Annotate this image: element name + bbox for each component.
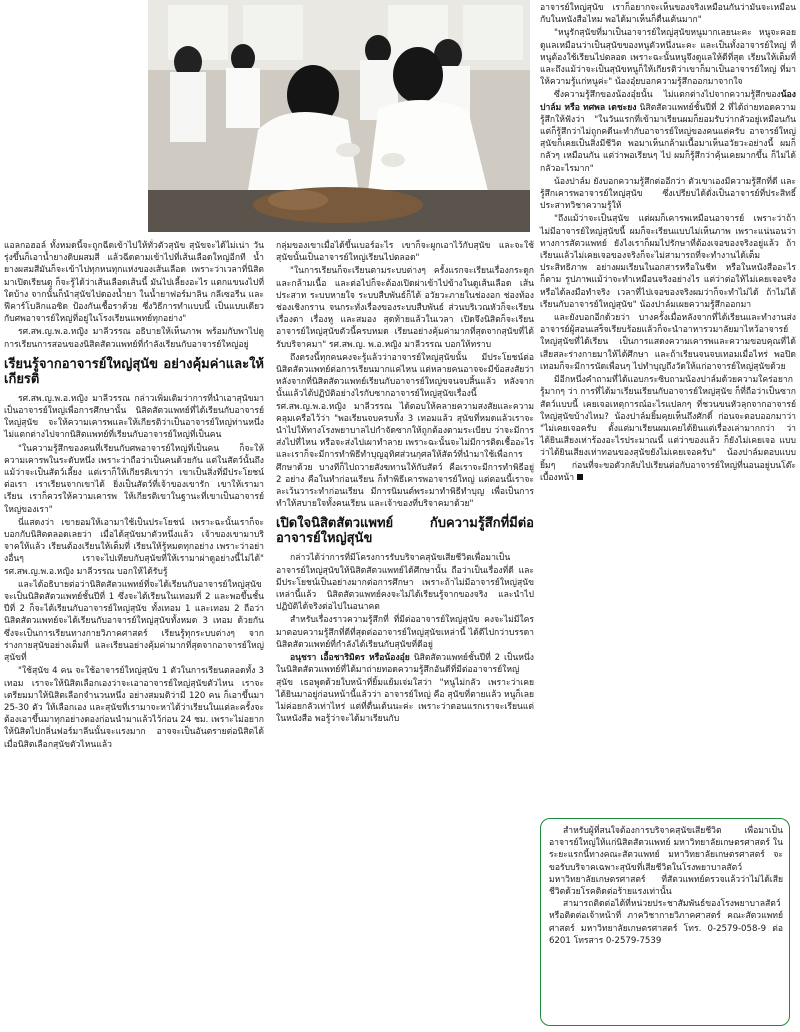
column-2 xyxy=(276,240,534,726)
paragraph: รศ.สพ.ญ.พ.อ.หญิง มาลีวรรณ อธิบายให้เห็นภาพ พร้อมกับพาไปดูการเรียนการสอนของนิสิตสัตวแพทย์ที่กำลังเรียนกับอาจารย์ใหญ่อยู่ xyxy=(4,327,264,350)
paragraph xyxy=(540,89,796,174)
paragraph: "หนูรักสุนัขที่มาเป็นอาจารย์ใหญ่สุนัขหนูมากเลยนะคะ หนูจะคอยดูแลเหมือนว่าเป็นสุนัขของหนูตัวหนึ่งนะคะ และเป็นทั้งอาจารย์ใหญ่ ที่หนูต้องใช้เรียนไปตลอด เพราะฉะนั้นหนูจึงดูแลให้ดีที่สุด เรียนให้เต็มที่ และถึงแม้ว่าจะเป็นสุนัขหนูก็ให้เกียรติว่าเขาก็มาเป็นอาจารย์ใหญ่ ที่มาให้ความรู้แก่หนูค่ะ" น้องอุ๋ยบอกความรู้สึกออกมาจากใจ xyxy=(540,28,796,88)
donation-info-box xyxy=(540,818,790,1026)
paragraph xyxy=(276,652,534,725)
paragraph: สำหรับเรื่องราวความรู้สึกที่ ที่มีต่ออาจารย์ใหญ่สุนัข คงจะไม่มีใครมาตอบความรู้สึกที่ดีที่สุดต่ออาจารย์ใหญ่สุนัขเหล่านี้ ได้ดีไปกว่าบรรดานิสิตสัตวแพทย์ที่กำลังได้เรียนกับสุนัขที่ดีอยู่ xyxy=(276,615,534,650)
paragraph: "ถึงแม้ว่าจะเป็นสุนัข แต่ผมก็เคารพเหมือนอาจารย์ เพราะว่าถ้าไม่มีอาจารย์ใหญ่สุนัขนี้ ผมก็จะเรียนแบบไม่เห็นภาพ เพราะแน่นอนว่าทางการสัตวแพทย์ ยังไงเราก็ผมไปรักษาที่ต้องเจอของจริงอยู่แล้ว ถ้าเรียนแล้วไม่เคยเจอของจริงก็จะไม่สามารถที่จะทำงานได้เต็มประสิทธิภาพ อย่างผมเรียนในอกสารหรือในชีท หรือในหนังสืออะไรก็ตาม รูปภาพแม้ว่าจะทำเหมือนจริงอย่างไร แต่ว่าต่อให้ไม่เคยเจอจริง หรือได้ลงมือทำจริง เวลาที่ไปเจอของจริงผมว่าก็จะทำไม่ได้ ถ้าไม่ได้เรียนกับอาจารย์ใหญ่สุนัข" น้องปาล์มเผยความรู้สึกออกมา xyxy=(540,214,796,310)
end-mark-icon xyxy=(577,474,583,480)
section-heading: เปิดใจนิสิตสัตวแพทย์ กับความรู้สึกที่มีต่ออาจารย์ใหญ่สุนัข xyxy=(276,516,534,547)
paragraph: ถึงตรงนี้ทุกคนคงจะรู้แล้วว่าอาจารย์ใหญ่สุนัขนั้น มีประโยชน์ต่อนิสิตสัตวแพทย์ต่อการเรียนมากแค่ไหน แต่หลายคนอาจจะมีข้อสงสัยว่าหลังจากที่นิสิตสัตวแพทย์เรียนกับอาจารย์ใหญ่ขจนจบสิ้นแล้ว หลังจากนั้นแล้วได้ปฏิบัติอย่างไรกับซากอาจารย์ใหญ่สุนัขเรื่องนี้ รศ.สพ.ญ.พ.อ.หญิง มาลีวรรณ ได้ตอบให้คลายความสงสัยและความคลุมเครือไว้ว่า "พอเรียนจบครบทั้ง 3 เทอมแล้ว สุนัขที่หมดแล้วเราจะนำไปให้ทางโรงพยาบาลไปกำจัดซากให้ถูกต้องตามระเบียบ ว่าจะมีการส่งไปที่ไหน หรือจะส่งไปเผาทำลาย เพราะฉะนั้นจะไม่มีการติดเชื้ออะไร และเราก็จะมีการทำพิธีทำบุญอุทิศส่วนกุศลให้สัตว์ที่นำมาใช้เพื่อการศึกษาด้วย บางทีก็ไปถวายสังฆทานให้กับสัตว์ คือเราจะมีการทำพิธีอยู่ 2 อย่าง คือในทำก่อนเรียน ก็ทำพิธีเคารพอาจารย์ใหญ่ แต่ตอนนี้เราจะละเว้นวาระทำก่อนเรียน มีการนิมนต์พระมาทำพิธีทำบุญ เพื่อเป็นการทำให้สบายใจทั้งคนเรียน และเจ้าของที่บริจาคมาด้วย" xyxy=(276,352,534,510)
paragraph-text: นิสิตสัตวแพทย์ชั้นปีที่ 2 ที่ได้ถ่ายทอดความรู้สึกให้ฟังว่า "ในวันแรกที่เข้ามาเรียนผมก็ยอมรับว่ากลัวอยู่เหมือนกัน แต่ก็รู้สึกว่าไม่ถูกคดีนะทำกับอาจารย์ใหญ่ของคนแต่ครับ อาจารย์ใหญ่สุนัขก็เคยเป็นสิ่งมีชีวิต พอมาเห็นกล้ามเนื้อมาเห็นอวัยวะอย่างนี้ ผมก็กลัวๆ เหมือนกัน แต่ว่าพอเรียนๆ ไป ผมก็รู้สึกว่าคุ้นเคยมากขึ้น ก็ไม่ได้กลัวอะไรมาก" xyxy=(540,102,796,174)
paragraph: และได้อธิบายต่อว่านิสิตสัตวแพทย์ที่จะได้เรียนกับอาจารย์ใหญ่สุนัข จะเป็นนิสิตสัตวแพทย์ชั้นปีที่ 1 ซึ่งจะได้เรียนในเทอมที่ 2 และพอขึ้นชั้นปีที่ 2 ก็จะได้เรียนกับอาจารย์ใหญ่สุนัข ทั้งเทอม 1 และเทอม 2 ถือว่านิสิตสัตวแพทย์จะได้เรียนกับอาจารย์ใหญ่สุนัขทั้งหมด 3 เทอม ด้วยกัน ซึ่งจะเป็นการเรียนทางกายวิภาคศาสตร์ เรียนรู้ทุกระบบต่างๆ จากร่างกายสุนัขอย่างเต็มที่ และเรียนอย่างคุ้มค่ามากที่สุดจากอาจารย์ใหญ่สุนัขที่ xyxy=(4,579,264,664)
students-dissection-photo xyxy=(148,0,530,232)
paragraph: "ใช้สุนัข 4 คน จะใช้อาจารย์ใหญ่สุนัข 1 ตัวในการเรียนตลอดทั้ง 3 เทอม เราจะให้นิสิตเลือกเองว่าจะเอาอาจารย์ใหญ่สุนัขตัวไหน เราจะเตรียมมาให้นิสิตเลือกจำนวนหนึ่ง อย่างสมมติว่ามี 120 คน ก็เอาขึ้นมา 25-30 ตัว ให้เลือกเอง และสุนัขที่เรามาจะหาได้ว่าเรียนในแต่ละครั้งจะต้องเอาขึ้นมาทุกอย่างดองก่อนนำมาแล้วไว้ก่อน 24 ชม. เพราะไม่อยากให้นิสิตไปกลิ่นฟอร์มาลีนนั้นจะแรงมาก อาจจะเป็นอันตรายต่อนิสิตได้ เมื่อนิสิตเลือกสุนัขตัวไหนแล้ว xyxy=(4,666,264,750)
paragraph: "ในความรู้สึกของคนที่เรียนกับศพอาจารย์ใหญ่ที่เป็นคน ก็จะให้ความเคารพในระดับหนึ่ง เพราะว่าถือว่าเป็นคนด้วยกัน แต่ในสัตว์นั้นถึงแม้ว่าจะเป็นสัตว์เลี้ยง แต่เราก็ให้เกียรติเขาว่า เขาเป็นสิ่งที่มีประโยชน์ต่อเรา เราเรียนจากเขาได้ ยิ่งเป็นสัตว์ที่เจ้าของเขารัก เขาให้เรามาเรียน เราก็ควรให้ความเคารพ ให้เกียรติเขาในฐานะที่เขาเป็นอาจารย์ใหญ่ของเรา" xyxy=(4,443,264,515)
paragraph: "ในการเรียนก็จะเรียนตามระบบต่างๆ ครั้งแรกจะเรียนเรื่องกระดูกและกล้ามเนื้อ และต่อไปก็จะต้องเปิดผ่าเข้าไปข้างในดูเส้นเลือด เส้นประสาท ระบบหายใจ ระบบสืบพันธ์ก็ได้ อวัยวะภายในช่องอก ช่องท้อง ช่องเชิงกราน จนกระทั่งเรื่องของระบบสืบพันธ์ ส่วนบริเวณหัวก็จะเรียนเรื่องตา เรื่องหู และสมอง สุดท้ายแล้วในเวลา เปิดจึงนิสิตก็จะเรียนอาจารย์ใหญ่สุนัขตัวนี้ครบหมด เรียนอย่างคุ้มค่ามากที่สุดจากสุนัขที่ได้รับบริจาคมา" รศ.สพ.ญ. พ.อ.หญิง มาลีวรรณ บอกให้ทราบ xyxy=(276,266,534,350)
section-heading: เรียนรู้จากอาจารย์ใหญ่สุนัข อย่างคุ้มค่าและให้เกียรติ xyxy=(4,356,264,387)
interviewee-name: น้องปาล์ม หรือ ทศพล เตชะยง xyxy=(540,90,796,113)
paragraph: นี่แสดงว่า เขายอมให้เอามาใช้เป็นประโยชน์ เพราะฉะนั้นเราก็จะบอกกับนิสิตตลอดเลยว่า เมื่อได้สุนัขมาตัวหนึ่งแล้ว เจ้าของเขามาบริจาคให้แล้ว เรียนต้องเรียนให้เต็มที่ เรียนให้รู้หมดทุกอย่าง เพราะว่าอย่างอื่นๆ เราจะไปเทียบกับสุนัขที่ให้เรามาผ่าดูอย่างนี้ไม่ได้" รศ.สพ.ญ.พ.อ.หญิง มาลีวรรณ บอกให้ได้รับรู้ xyxy=(4,517,264,577)
paragraph: อาจารย์ใหญ่สุนัข เราก็อยากจะเห็นของจริงเหมือนกันว่ามันจะเหมือนกับในหนังสือไหม พอได้มาเห็นก็ตื่นเต้นมาก" xyxy=(540,3,796,26)
box-paragraph: สำหรับผู้ที่สนใจต้องการบริจาคสุนัขเสียชีวิต เพื่อมาเป็นอาจารย์ใหญ่ให้แก่นิสิตสัตวแพทย์ มหาวิทยาลัยเกษตรศาสตร์ ในระยะแรกนี้ทางคณะสัตวแพทย์ มหาวิทยาลัยเกษตรศาสตร์ จะขอรับบริจาคเฉพาะสุนัขที่เสียชีวิตในโรงพยาบาลสัตว์ มหาวิทยาลัยเกษตรศาสตร์ ที่สัตวแพทย์ตรวจแล้วว่าไม่ได้เสียชีวิตด้วยโรคติดต่อร้ายแรงเท่านั้น xyxy=(549,826,783,898)
paragraph xyxy=(540,374,796,484)
paragraph-text: ซึ่งความรู้สึกของน้องอุ๋ยนั้น ไม่แตกต่างไปจากความรู้สึกของ xyxy=(554,90,781,101)
paragraph: รศ.สพ.ญ.พ.อ.หญิง มาลีวรรณ กล่าวเพิ่มเติมว่าการที่นำเอาสุนัขมาเป็นอาจารย์ใหญ่เพื่อการศึกษานั้น นิสิตสัตวแพทย์ที่ได้เรียนกับอาจารย์ใหญ่สุนัข จะให้ความเคารพและให้เกียรติว่าเป็นอาจารย์ใหญ่ท่านหนึ่ง ไม่แตกต่างไปจากนิสิตแพทย์ที่เรียนกับอาจารย์ใหญ่ที่เป็นคน xyxy=(4,393,264,441)
paragraph-text: นิสิตสัตวแพทย์ชั้นปีที่ 2 เป็นหนึ่งในนิสิตสัตวแพทย์ที่ได้มาถ่ายทอดความรู้สึกอันดีที่มีต่ออาจารย์ใหญ่สุนัข เธอพูดด้วยใบหน้าที่ยิ้มแย้มเจ่มใสว่า "หนูไม่กลัว เพราะว่าเคยได้ยินมาอยู่ก่อนหน้านี้แล้วว่า อาจารย์ใหญ่ คือ สุนัขที่ตายแล้ว หนูก็เลยไม่ค่อยกลัวเท่าไหร่ แต่ที่ตื่นเต้นนะค่ะ เพราะว่าตอนแรกเราจะเรียนแต่ในหนังสือ พอรู้ว่าจะได้มาเรียนกับ xyxy=(276,653,535,725)
paragraph: น้องปาล์ม ยังบอกความรู้สึกต่ออีกว่า ตัวเขาเองมีความรู้สึกที่ดี และรู้สึกเคารพอาจารย์ใหญ่สุนัข ซึ่งเปรียบได้ดั่งเป็นอาจารย์ที่ประสิทธิ์ประสาทวิชาความรู้ให้ xyxy=(540,176,796,212)
column-1 xyxy=(4,240,264,752)
paragraph: กล่าวได้ว่าการที่มีโครงการรับบริจาคสุนัขเสียชีวิตเพื่อมาเป็นอาจารย์ใหญ่สุนัขให้นิสิตสัตวแพทย์ได้ศึกษานั้น ถือว่าเป็นเรื่องที่ดี และมีประโยชน์เป็นอย่างมากต่อการศึกษา เพราะถ้าไม่มีอาจารย์ใหญ่สุนัขเหล่านี้แล้ว นิสิตสัตวแพทย์คงจะไม่ได้เรียนรู้จากของจริง และนำไปปฏิบัติได้จริงต่อไปในอนาคต xyxy=(276,553,534,613)
paragraph: และยังบอกอีกด้วยว่า บางครั้งเมื่อหลังจากที่ได้เรียนและทำงานส่งอาจารย์ผู้สอนเสร็จเรียบร้อยแล้วก็จะนำอาหารวมาลัยมาไหว้อาจารย์ใหญ่สุนัขที่ได้เรียน เป็นการแสดงความเคารพและความขอบคุณที่ได้เสียสละร่างกายมาให้ได้ศึกษา และถ้าเรียนจนจบเทอมเมื่อไหร่ พอปิดเทอมก็จะมีการนัดเพื่อนๆ ไปทำบุญถึงวัดให้แก่อาจารย์ใหญ่สุนัขด้วย xyxy=(540,313,796,372)
article-photo xyxy=(148,0,530,232)
paragraph-text: มีอีกหนึ่งคำถามที่ได้แอบกระซิบถามน้องปาล์มด้วยความใคร่อยากรู้มากๆ ว่า การที่ได้มาเรียนเรียนกับอาจารย์ใหญ่สุนัข ก็ที่ถือว่าเป็นซากสัตว์แบบนี้ เคยเจอเหตุการณ์อะไรแปลกๆ ที่ชวนขนหัวลุกจากอาจารย์ใหญ่สุนัขบ้างไหม? น้องปาล์มยิ้มคุยเห็นถึงศักดิ์ ก่อนจะตอบออกมาว่า "ไม่เคยเจอครับ ตั้งแต่มาเรียนผมเคยได้ยินแต่เรื่องเล่ามากกว่า ว่าได้ยินเสียงเห่าร้องอะไรประมาณนี้ แต่ว่าของแล้ว ก็ยังไม่เคยเจอ แบบว่าได้ยินเสียงเห่าทอนของสุนัขยังไม่เคยเจอครับ" น้องปาล์มตอบแบบยิ้มๆ ก่อนที่จะขอตัวกลับไปเรียนต่อกับอาจารย์ใหญ่ที่นอนอยู่บนโต๊ะ เบื้องหน้า xyxy=(540,375,796,483)
paragraph: แอลกอฮอล์ ทั้งหมดนี้จะถูกฉีดเข้าไปให้ทั่วตัวสุนัข สุนัขจะได้ไม่เน่า วันรุ่งขึ้นก็เอาน้ำยางดิบผสมสี แล้วฉีดตามเข้าไปที่เส้นเลือดใหญ่อีกที น้ำยางผสมสีมันก็จะเข้าไปทุกหนทุกแห่งของเส้นเลือด เพราะว่าเวลาที่นิสิตมาเปิดเรียนดู ก็จะรู้ได้ว่าเส้นเลือดเส้นนี้ มันไปเลี้ยงอะไร แตกแขนงไปที่ใดบ้าง จากนั้นก็นำสุนัขไปดองน้ำยา ในน้ำยาฟอร์มาลิน กลีเซอรีน และฟีคาร์โบลิกแอซิด ป้องกันเชื้อราด้วย ซึ่งวิธีการทำแบบนี้ เป็นแบบเดียวกับศพอาจารย์ใหญ่ที่อยู่ในโรงเรียนแพทย์ทุกอย่าง" xyxy=(4,241,264,325)
paragraph: กลุ่มของเขาเมื่อได้ขึ้นเบอร์อะไร เขาก็จะผูกเอาไว้กับสุนัข และจะใช้สุนัขนั้นเป็นอาจารย์ใหญ่เรียนไปตลอด" xyxy=(276,241,534,264)
interviewee-name: อนุชรา เอื้อชาริมิตร หรือน้องอุ๋ย xyxy=(290,653,410,664)
box-paragraph: สามารถติดต่อได้ที่หน่วยประชาสัมพันธ์ของโรงพยาบาลสัตว์ หรือติดต่อเจ้าหน้าที่ ภาควิชากายวิภาคศาสตร์ คณะสัตวแพทย์ศาสตร์ มหาวิทยาลัยเกษตรศาสตร์ โทร. 0-2579-058-9 ต่อ 6201 โทรสาร 0-2579-7539 xyxy=(549,899,783,946)
column-3 xyxy=(540,2,796,485)
